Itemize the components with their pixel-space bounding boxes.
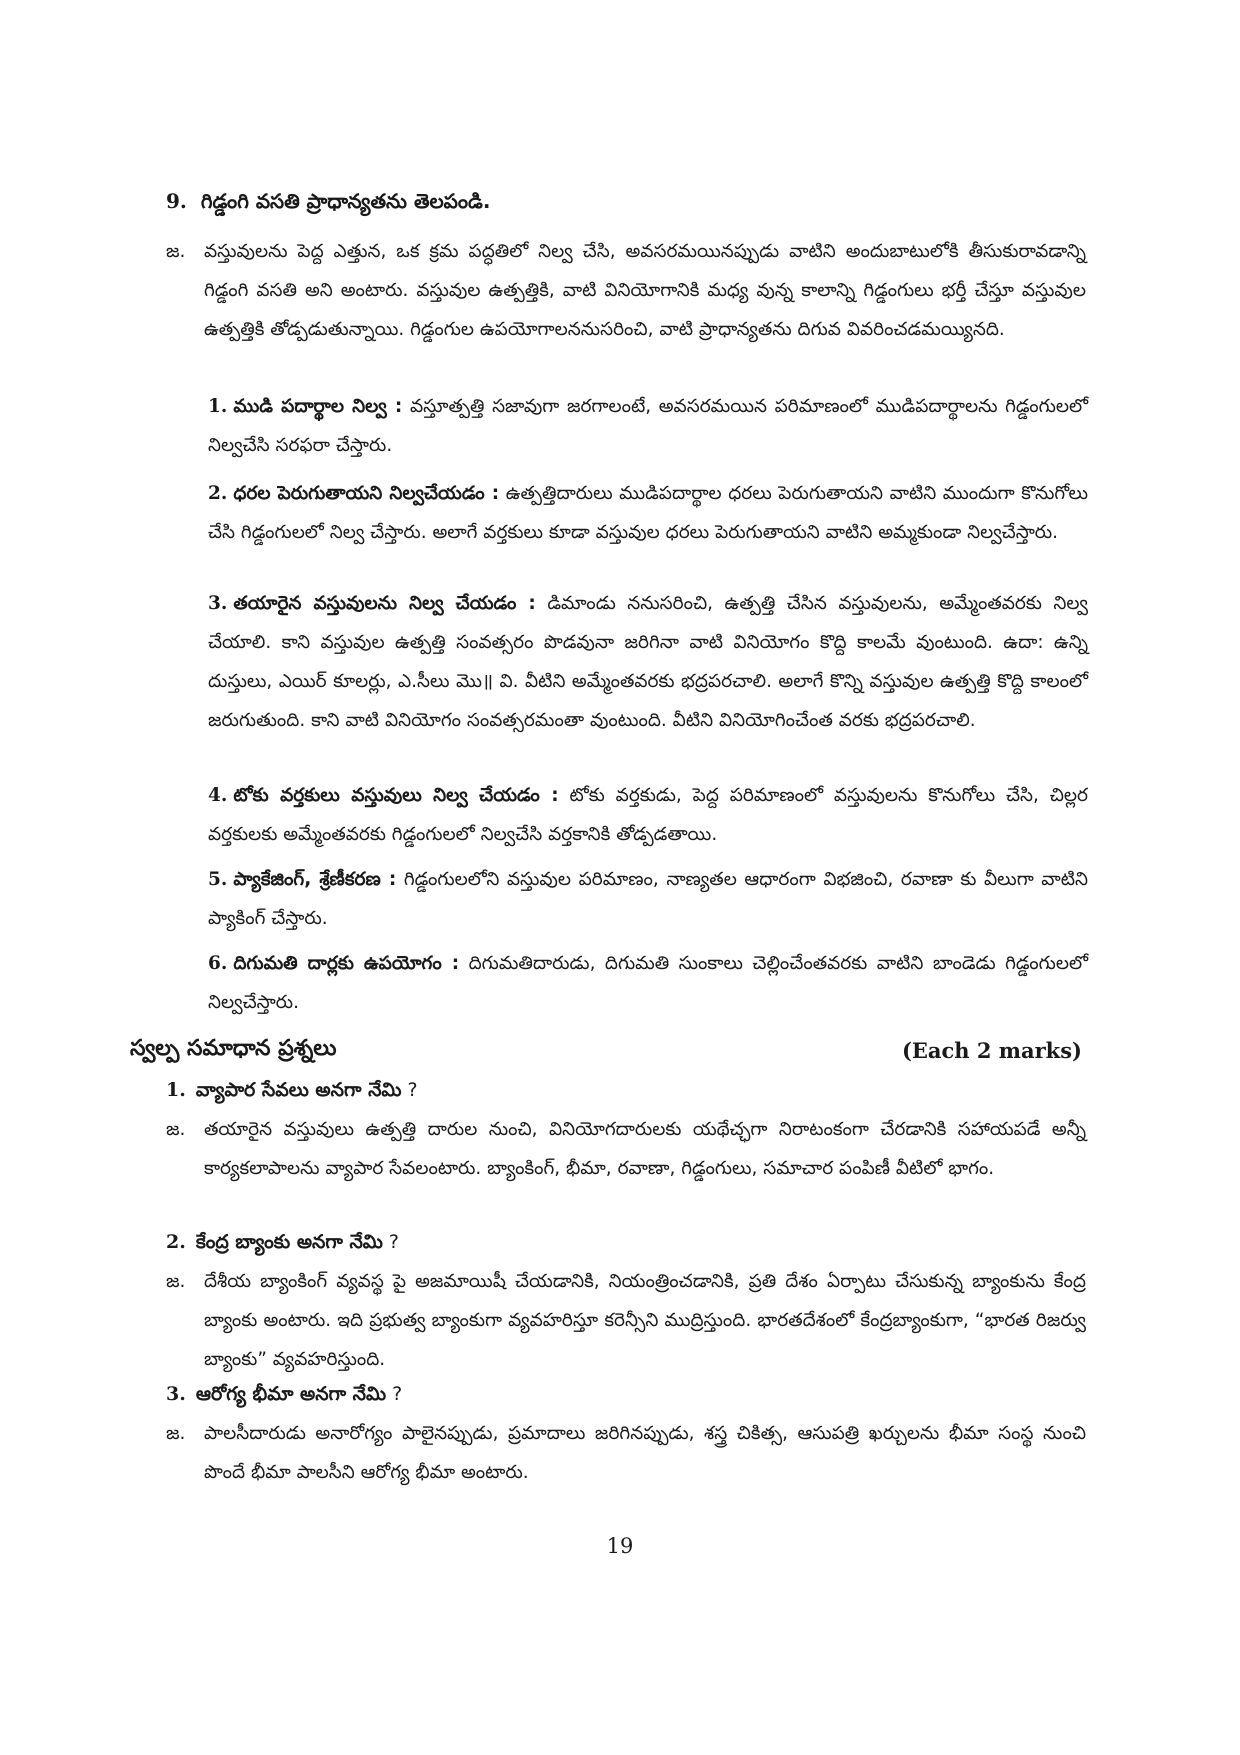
question-mark: ? bbox=[392, 1383, 403, 1405]
point-text: గిడ్డంగులలోని వస్తువుల పరిమాణం, నాణ్యతల ఆధారంగా విభజించి, రవాణా కు వీలుగా వాటిని ప్యాకింగ్ చేస్తారు. bbox=[208, 869, 1088, 929]
question-text: వ్యాపార సేవలు అనగా నేమి bbox=[195, 1079, 402, 1101]
short-question-1 bbox=[166, 1074, 1066, 1106]
question-number: 3. bbox=[166, 1383, 186, 1405]
point-title: టోకు వర్తకులు వస్తువులు నిల్వ చేయడం : bbox=[233, 785, 559, 806]
short-answer-3 bbox=[166, 1414, 1086, 1492]
point-title: దిగుమతి దార్లకు ఉపయోగం : bbox=[233, 953, 460, 974]
point-title: ప్యాకేజింగ్, శ్రేణీకరణ : bbox=[233, 869, 397, 890]
question-number: 1. bbox=[166, 1079, 186, 1101]
short-question-2 bbox=[166, 1226, 1066, 1258]
point-title: ధరల పెరుగుతాయని నిల్వచేయడం : bbox=[233, 483, 500, 504]
point-title: తయారైన వస్తువులను నిల్వ చేయడం : bbox=[233, 593, 536, 614]
question-title: గిడ్డంగి వసతి ప్రాధాన్యతను తెలపండి. bbox=[200, 189, 491, 213]
page-number: 19 bbox=[606, 1534, 634, 1558]
point-number: 4. bbox=[208, 785, 228, 806]
question-text: ఆరోగ్య భీమా అనగా నేమి bbox=[195, 1383, 387, 1405]
point-number: 5. bbox=[208, 869, 228, 890]
short-answer-1 bbox=[166, 1110, 1086, 1188]
answer-marker: జ. bbox=[166, 1119, 186, 1140]
answer-text: వస్తువులను పెద్ద ఎత్తున, ఒక క్రమ పద్ధతిలో నిల్వ చేసి, అవసరమయినప్పుడు వాటిని అందుబాటులోకి తీసుకురావడాన్ని గిడ్డంగి వసతి అని అంటారు. వస్తువుల ఉత్పత్తికి, వాటి వినియోగానికి మధ్య వున్న కాలాన్ని గిడ్డంగులు భర్తీ చేస్తూ వస్తువుల ఉత్పత్తికి తోడ్పడుతున్నాయి. గిడ్డంగుల ఉపయోగాలననుసరించి, వాటి ప్రాధాన్యతను దిగువ వివరించడమయ్యినది. bbox=[204, 241, 1086, 340]
question-number: 9. bbox=[166, 189, 187, 213]
point-5 bbox=[208, 860, 1088, 938]
section-heading: స్వల్ప సమాధాన ప్రశ్నలు bbox=[130, 1036, 337, 1061]
point-text: టోకు వర్తకుడు, పెద్ద పరిమాణంలో వస్తువులను కొనుగోలు చేసి, చిల్లర వర్తకులకు అమ్మేంతవరకు గిడ్డంగులలో నిల్వచేసి వర్తకానికి తోడ్పడతాయి. bbox=[208, 785, 1088, 845]
question-mark: ? bbox=[407, 1079, 418, 1101]
point-text: దిగుమతిదారుడు, దిగుమతి సుంకాలు చెల్లించేంతవరకు వాటిని బాండెడు గిడ్డంగులలో నిల్వచేస్తారు. bbox=[208, 953, 1088, 1013]
point-3 bbox=[208, 584, 1088, 740]
point-6 bbox=[208, 944, 1088, 1022]
point-number: 1. bbox=[208, 396, 228, 417]
answer-text: దేశీయ బ్యాంకింగ్ వ్యవస్థ పై అజమాయిషీ చేయడానికి, నియంత్రించడానికి, ప్రతి దేశం ఏర్పాటు చేసుకున్న బ్యాంకును కేంద్ర బ్యాంకు అంటారు. ఇది ప్రభుత్వ బ్యాంకుగా వ్యవహరిస్తూ కరెన్సీని ముద్రిస్తుంది. భారతదేశంలో కేంద్రబ్యాంకుగా, “భారత రిజర్వు బ్యాంకు” వ్యవహరిస్తుంది. bbox=[204, 1271, 1086, 1370]
marks-label: (Each 2 marks) bbox=[901, 1038, 1082, 1063]
point-text: ఉత్పత్తిదారులు ముడిపదార్థాల ధరలు పెరుగుతాయని వాటిని ముందుగా కొనుగోలు చేసి గిడ్డంగులలో నిల్వ చేస్తారు. అలాగే వర్తకులు కూడా వస్తువుల ధరలు పెరుగుతాయని వాటిని అమ్మకుండా నిల్వచేస్తారు. bbox=[208, 483, 1088, 543]
short-answer-2 bbox=[166, 1262, 1086, 1379]
answer-text: తయారైన వస్తువులు ఉత్పత్తి దారుల నుంచి, వినియోగదారులకు యథేచ్ఛగా నిరాటంకంగా చేరడానికి సహాయపడే అన్నీ కార్యకలాపాలను వ్యాపార సేవలంటారు. బ్యాంకింగ్, భీమా, రవాణా, గిడ్డంగులు, సమాచార పంపిణీ వీటిలో భాగం. bbox=[204, 1119, 1086, 1179]
question-text: కేంద్ర బ్యాంకు అనగా నేమి bbox=[195, 1231, 383, 1253]
question-9-heading bbox=[166, 186, 1066, 216]
point-2 bbox=[208, 474, 1088, 552]
point-title: ముడి పదార్థాల నిల్వ : bbox=[233, 396, 403, 417]
answer-text: పాలసీదారుడు అనారోగ్యం పాలైనప్పుడు, ప్రమాదాలు జరిగినప్పుడు, శస్త్ర చికిత్స, ఆసుపత్రి ఖర్చులను భీమా సంస్థ నుంచి పొందే భీమా పాలసీని ఆరోగ్య భీమా అంటారు. bbox=[204, 1423, 1086, 1483]
point-4 bbox=[208, 776, 1088, 854]
question-number: 2. bbox=[166, 1231, 186, 1253]
point-text: డిమాండు ననుసరించి, ఉత్పత్తి చేసిన వస్తువులను, అమ్మేంతవరకు నిల్వ చేయాలి. కాని వస్తువుల ఉత్పత్తి సంవత్సరం పొడవునా జరిగినా వాటి వినియోగం కొద్ది కాలమే వుంటుంది. ఉదా: ఉన్ని దుస్తులు, ఎయిర్ కూలర్లు, ఎ.సీలు మొ॥ వి. వీటిని అమ్మేంతవరకు భద్రపరచాలి. అలాగే కొన్ని వస్తువుల ఉత్పత్తి కొద్ది కాలంలో జరుగుతుంది. కాని వాటి వినియోగం సంవత్సరమంతా వుంటుంది. వీటిని వినియోగించేంత వరకు భద్రపరచాలి. bbox=[208, 593, 1088, 731]
point-number: 6. bbox=[208, 953, 228, 974]
short-question-3 bbox=[166, 1378, 1066, 1410]
point-number: 3. bbox=[208, 593, 228, 614]
answer-marker: జ. bbox=[166, 241, 186, 262]
question-9-answer bbox=[166, 232, 1086, 349]
answer-marker: జ. bbox=[166, 1423, 186, 1444]
question-mark: ? bbox=[388, 1231, 400, 1253]
point-number: 2. bbox=[208, 483, 228, 504]
point-text: వస్తూత్పత్తి సజావుగా జరగాలంటే, అవసరమయిన పరిమాణంలో ముడిపదార్థాలను గిడ్డంగులలో నిల్వచేసి సరఫరా చేస్తారు. bbox=[208, 396, 1088, 456]
point-1 bbox=[208, 387, 1088, 465]
answer-marker: జ. bbox=[166, 1271, 186, 1292]
